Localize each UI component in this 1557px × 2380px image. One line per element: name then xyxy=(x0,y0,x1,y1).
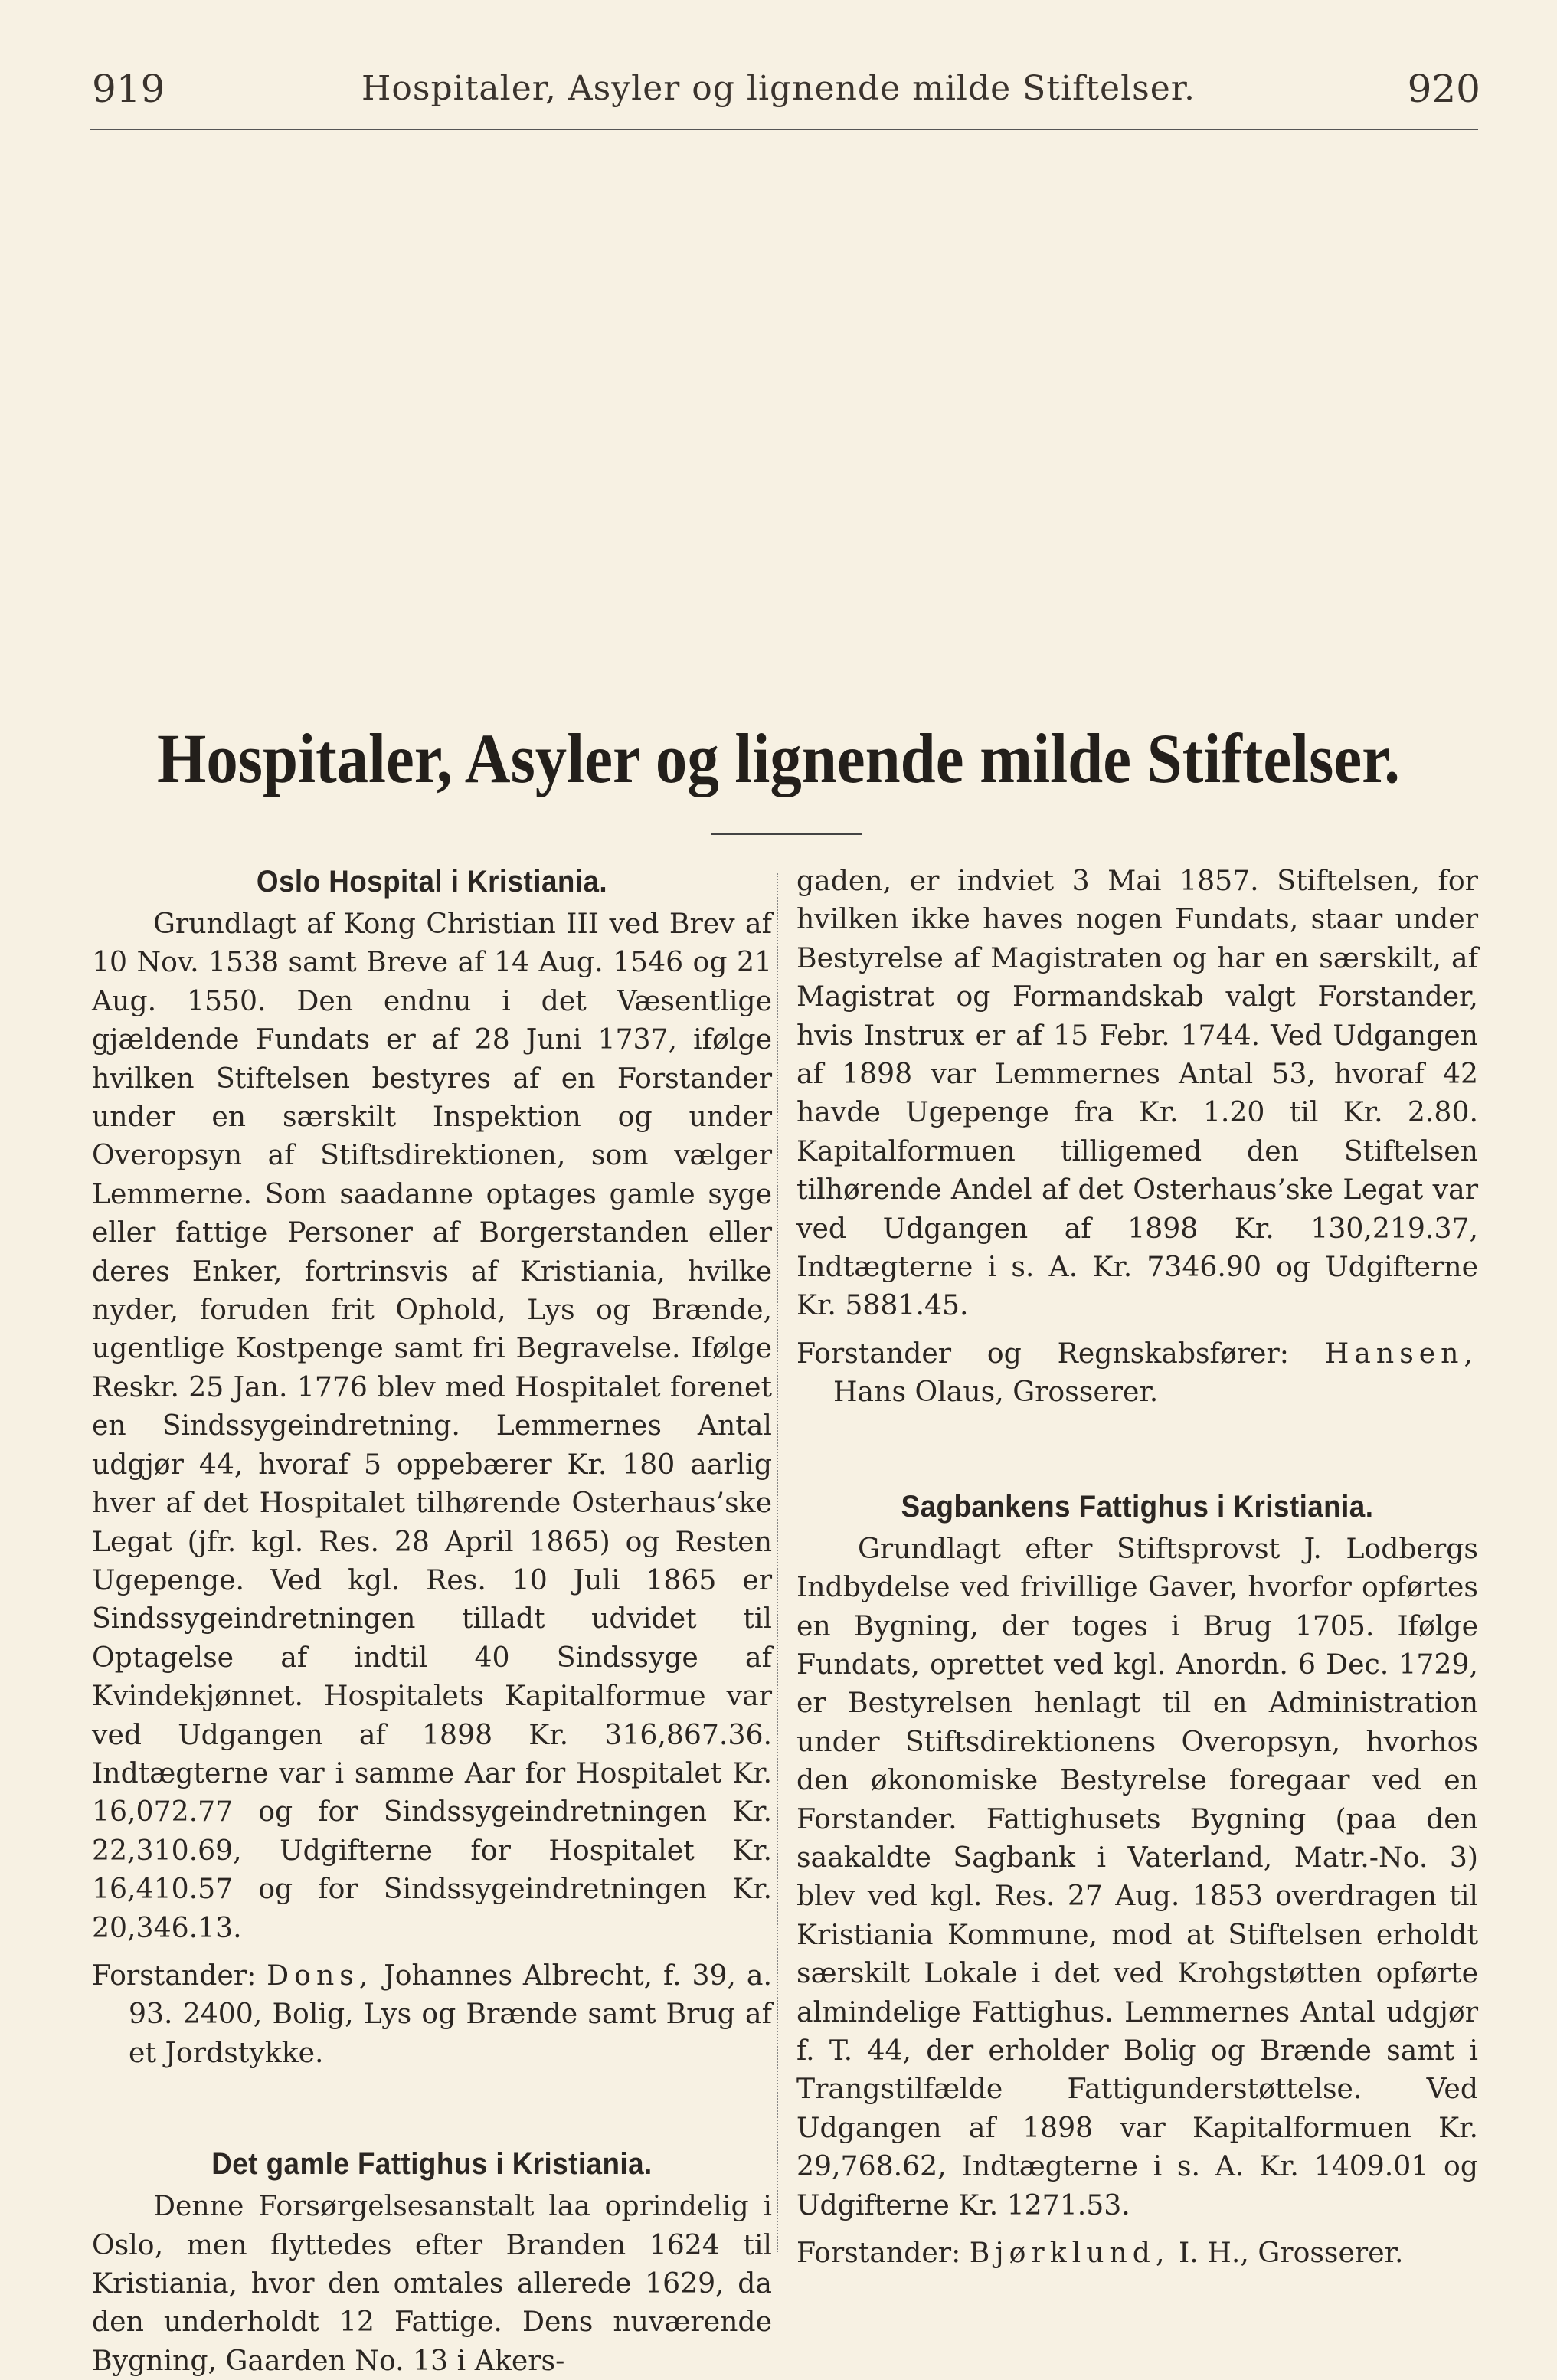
forstander-name: Dons, xyxy=(267,1958,374,1992)
header-rule xyxy=(90,129,1478,130)
section-gap xyxy=(796,1412,1478,1487)
det-gamle-fattighus-text-part1: Denne Forsørgelsesanstalt laa oprindelig i Oslo, men flyttedes efter Branden 1624 til Kristiania, hvor den omtales allerede 1629, da den underholdt 12 Fattige. Dens nuværende Bygning, Gaarden No. 13 i Akers- xyxy=(92,2189,772,2377)
det-gamle-fattighus-forstander xyxy=(796,1334,1478,1412)
forstander-name: Bjørklund, xyxy=(969,2236,1170,2269)
forstander-name: Hansen, xyxy=(1324,1336,1478,1370)
column-divider xyxy=(777,873,778,2252)
forstander-label: Forstander og Regnskabsfører: xyxy=(796,1336,1289,1370)
title-rule xyxy=(711,833,862,835)
section-heading-sagbankens-fattighus: Sagbankens Fattighus i Kristiania. xyxy=(901,1489,1374,1524)
running-header-title: Hospitaler, Asyler og lignende milde Stiftelser. xyxy=(361,69,1196,108)
page-number-left: 919 xyxy=(92,67,165,111)
forstander-details: Hans Olaus, Grosserer. xyxy=(833,1375,1159,1409)
forstander-label: Forstander: xyxy=(92,1958,257,1992)
right-column xyxy=(796,862,1478,2272)
forstander-details: Johannes Albrecht, f. 39, a. 93. 2400, Bolig, Lys og Brænde samt Brug af et Jordstykke. xyxy=(129,1958,772,2069)
forstander-label: Forstander: xyxy=(796,2236,961,2269)
left-column xyxy=(92,862,772,2380)
section-heading-oslo-hospital: Oslo Hospital i Kristiania. xyxy=(256,865,608,899)
section-gap xyxy=(92,2072,772,2144)
sagbankens-fattighus-text: Grundlagt efter Stiftsprovst J. Lodbergs Indbydelse ved frivillige Gaver, hvorfor opførtes en Bygning, der toges i Brug 1705. Ifølge Fundats, oprettet ved kgl. Anordn. 6 Dec. 1729, er Bestyrelsen henlagt til en Administration under Stiftsdirektionens Overopsyn, hvorhos den økonomiske Bestyrelse foregaar ved en Forstander. Fattighusets Bygning (paa den saakaldte Sagbank i Vaterland, Matr.-No. 3) blev ved kgl. Res. 27 Aug. 1853 overdragen til Kristiania Kommune, mod at Stiftelsen erholdt særskilt Lokale i det ved Krohgstøtten opførte almindelige Fattighus. Lemmernes Antal udgjør f. T. 44, der erholder Bolig og Brænde samt i Trangstilfælde Fattigunderstøttelse. Ved Udgangen af 1898 var Kapitalformuen Kr. 29,768.62, Indtægterne i s. A. Kr. 1409.01 og Udgifterne Kr. 1271.53. xyxy=(796,1531,1478,2221)
oslo-hospital-forstander xyxy=(92,1956,772,2072)
oslo-hospital-text: Grundlagt af Kong Christian III ved Brev af 10 Nov. 1538 samt Breve af 14 Aug. 1546 og 21 Aug. 1550. Den endnu i det Væsentlige gjældende Fundats er af 28 Juni 1737, ifølge hvilken Stiftelsen bestyres af en Forstander under en særskilt Inspektion og under Overopsyn af Stiftsdirektionen, som vælger Lemmerne. Som saadanne optages gamle syge eller fattige Personer af Borgerstanden eller deres Enker, fortrinsvis af Kristiania, hvilke nyder, foruden frit Ophold, Lys og Brænde, ugentlige Kostpenge samt fri Begravelse. Ifølge Reskr. 25 Jan. 1776 blev med Hospitalet forenet en Sindssygeindretning. Lemmernes Antal udgjør 44, hvoraf 5 oppebærer Kr. 180 aarlig hver af det Hospitalet tilhørende Osterhaus’ske Legat (jfr. kgl. Res. 28 April 1865) og Resten Ugepenge. Ved kgl. Res. 10 Juli 1865 er Sindssygeindretningen tilladt udvidet til Optagelse af indtil 40 Sindssyge af Kvindekjønnet. Hospitalets Kapitalformue var ved Udgangen af 1898 Kr. 316,867.36. Indtægterne var i samme Aar for Hospitalet Kr. 16,072.77 og for Sindssygeindretningen Kr. 22,310.69, Udgifterne for Hospitalet Kr. 16,410.57 og for Sindssygeindretningen Kr. 20,346.13. xyxy=(92,907,772,1944)
section-heading-det-gamle-fattighus: Det gamle Fattighus i Kristiania. xyxy=(211,2147,653,2182)
page-number-right: 920 xyxy=(1407,67,1480,111)
det-gamle-fattighus-text-part2: gaden, er indviet 3 Mai 1857. Stiftelsen, for hvilken ikke haves nogen Fundats, staar under Bestyrelse af Magistraten og har en særskilt, af Magistrat og Formandskab valgt Forstander, hvis Instrux er af 15 Febr. 1744. Ved Udgangen af 1898 var Lemmernes Antal 53, hvoraf 42 havde Ugepenge fra Kr. 1.20 til Kr. 2.80. Kapitalformuen tilligemed den Stiftelsen tilhørende Andel af det Osterhaus’ske Legat var ved Udgangen af 1898 Kr. 130,219.37, Indtægterne i s. A. Kr. 7346.90 og Udgifterne Kr. 5881.45. xyxy=(796,864,1478,1322)
chapter-title: Hospitaler, Asyler og lignende milde Stiftelser. xyxy=(156,719,1401,797)
sagbankens-fattighus-forstander xyxy=(796,2234,1478,2272)
forstander-details: I. H., Grosserer. xyxy=(1179,2236,1404,2269)
